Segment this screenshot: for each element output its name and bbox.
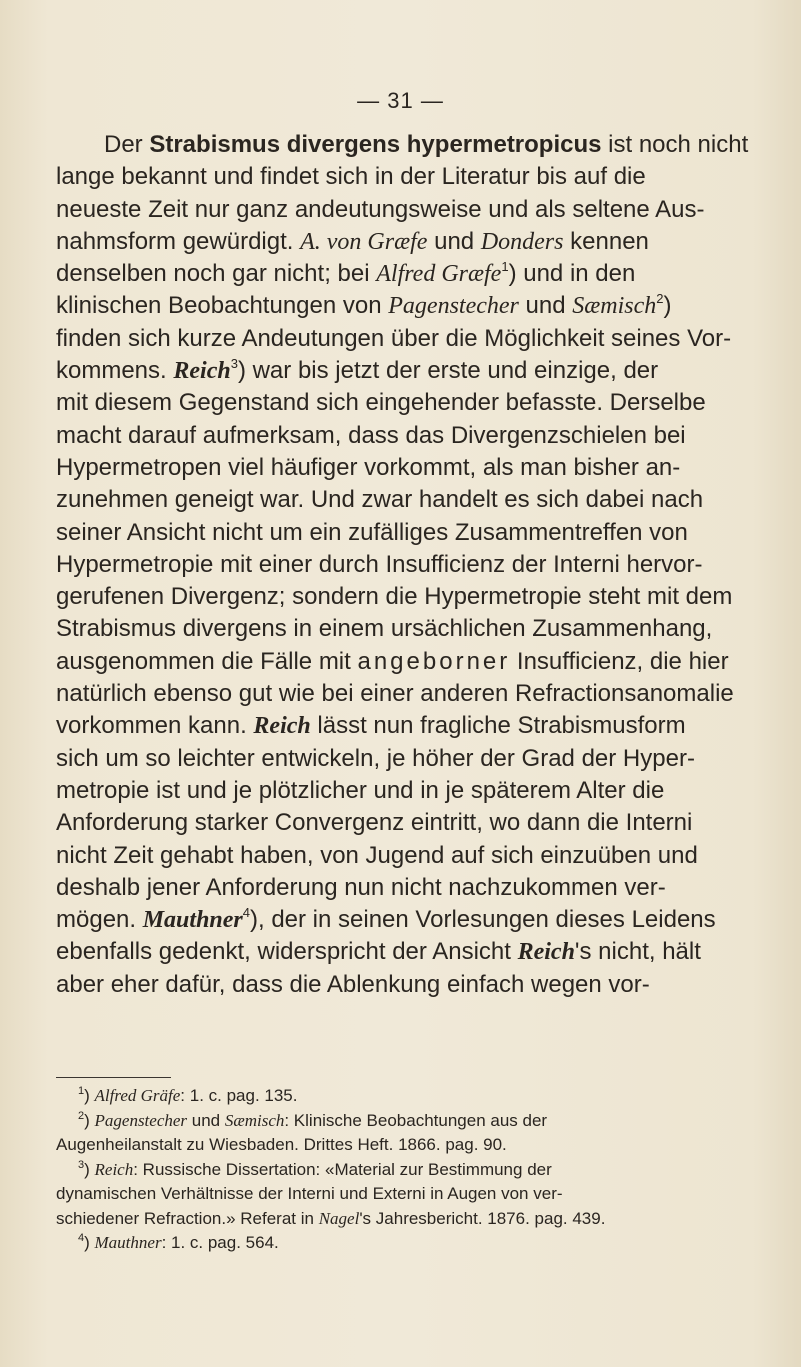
text-line (56, 355, 776, 387)
text: mögen. (56, 906, 143, 934)
author-name: Pagenstecher (94, 1110, 188, 1130)
text: : 1. c. pag. 564. (161, 1233, 279, 1252)
text: ) (663, 292, 672, 320)
text: ist noch nicht (601, 131, 749, 158)
footnote-ref: 1 (501, 259, 509, 275)
text: metropie ist und je plötzlicher und in je späterem Alter die (56, 776, 665, 804)
text-line (56, 517, 776, 549)
footnote-2 (56, 1109, 776, 1134)
text-line (56, 969, 776, 1001)
footnote-3-cont: dynamischen Verhältnisse der Interni und Externi in Augen von ver- (56, 1184, 563, 1203)
author-name: Alfred Gräfe (94, 1086, 181, 1105)
author-name: Mauthner (94, 1233, 162, 1252)
author-name: Sæmisch (572, 293, 657, 320)
text: neueste Zeit nur ganz andeutungsweise und als seltene Aus- (56, 195, 705, 223)
text: lässt nun fragliche Strabismusform (310, 712, 686, 740)
text: : Klinische Beobachtungen aus der (284, 1110, 548, 1130)
main-paragraph (56, 129, 776, 1001)
text: und (187, 1110, 225, 1130)
text-line (56, 581, 776, 613)
text: ) war bis jetzt der erste und einzige, der (237, 357, 659, 385)
text: ) (84, 1159, 95, 1179)
footnote-3-cont (56, 1207, 776, 1232)
author-name: Reich (94, 1159, 134, 1179)
text: 's Jahresbericht. 1876. pag. 439. (359, 1208, 606, 1228)
text: finden sich kurze Andeutungen über die Möglichkeit seines Vor- (56, 324, 732, 352)
text: ausgenommen die Fälle mit (56, 647, 358, 675)
author-name: Alfred Græfe (376, 261, 502, 288)
footnote-mark: 3 (78, 1158, 85, 1171)
text-line (56, 678, 776, 710)
text: gerufenen Divergenz; sondern die Hypermetropie steht mit dem (56, 583, 733, 611)
author-name: Mauthner (142, 907, 243, 934)
text: nahmsform gewürdigt. (56, 227, 301, 255)
text: ) (84, 1110, 95, 1130)
text: Hypermetropie mit einer durch Insufficienz der Interni hervor- (56, 550, 703, 578)
footnote-mark: 4 (78, 1232, 85, 1244)
text-line (56, 936, 776, 968)
footnote-ref: 4 (242, 905, 250, 921)
text: : 1. c. pag. 135. (180, 1086, 298, 1105)
footnote-mark: 1 (78, 1085, 85, 1097)
text-line (56, 387, 776, 419)
page-number: — 31 — (357, 88, 444, 113)
text: Der (104, 131, 150, 158)
footnote-4 (56, 1231, 776, 1256)
text-line (56, 710, 776, 742)
text: 's nicht, hält (574, 938, 701, 966)
author-name: Nagel (318, 1208, 360, 1228)
text-line (56, 646, 776, 678)
text: ), der in seinen Vorlesungen dieses Leidens (250, 906, 716, 934)
text: vorkommen kann. (56, 712, 254, 740)
text-line (56, 872, 776, 904)
line-segment (104, 129, 748, 161)
text: mit diesem Gegenstand sich eingehender befasste. Derselbe (56, 389, 706, 417)
text: macht darauf aufmerksam, dass das Divergenzschielen bei (56, 421, 686, 449)
text: kennen (563, 227, 649, 255)
text-line (56, 904, 776, 936)
text: nicht Zeit gehabt haben, von Jugend auf sich einzuüben und (56, 841, 698, 869)
text: klinischen Beobachtungen von (56, 292, 389, 320)
text: zunehmen geneigt war. Und zwar handelt es sich dabei nach (56, 486, 704, 514)
footnote-ref: 3 (230, 356, 238, 372)
footnotes (56, 1084, 776, 1256)
text-line (56, 452, 776, 484)
footnote-2-cont: Augenheilanstalt zu Wiesbaden. Drittes Heft. 1866. pag. 90. (56, 1135, 507, 1154)
text-line (56, 161, 776, 193)
text-line (56, 549, 776, 581)
text: natürlich ebenso gut wie bei einer anderen Refractionsanomalie (56, 680, 734, 708)
text: ) und in den (508, 260, 636, 288)
text-line (56, 420, 776, 452)
author-name: Reich (173, 358, 231, 385)
bold-term: Strabismus divergens hypermetropicus (149, 131, 602, 158)
text: und (518, 292, 573, 320)
author-name: Reich (253, 713, 311, 740)
text-line (56, 775, 776, 807)
text-line (56, 258, 776, 290)
text-line (56, 194, 776, 226)
text-line (56, 129, 776, 161)
author-name: A. von Græfe (300, 228, 428, 255)
text-line (56, 290, 776, 322)
author-name: Sæmisch (224, 1110, 285, 1130)
text-line (56, 323, 776, 355)
footnote-1 (56, 1084, 776, 1109)
text: ) (84, 1086, 95, 1105)
text: seiner Ansicht nicht um ein zufälliges Zusammentreffen von (56, 518, 688, 546)
text-line (56, 840, 776, 872)
text: Hypermetropen viel häufiger vorkommt, als man bisher an- (56, 453, 681, 481)
text: Anforderung starker Convergenz eintritt, wo dann die Interni (56, 809, 693, 837)
text: lange bekannt und findet sich in der Literatur bis auf die (56, 163, 646, 191)
text: und (427, 227, 481, 255)
text: Strabismus divergens in einem ursächlichen Zusammenhang, (56, 615, 713, 643)
author-name: Pagenstecher (388, 293, 519, 320)
text: ) (84, 1233, 95, 1252)
text: aber eher dafür, dass die Ablenkung einfach wegen vor- (56, 970, 650, 998)
text: Insufficienz, die hier (510, 647, 729, 675)
text: ebenfalls gedenkt, widerspricht der Ansicht (56, 938, 518, 966)
text: denselben noch gar nicht; bei (56, 260, 377, 288)
text: kommens. (56, 357, 174, 385)
text-line (56, 613, 776, 645)
text: sich um so leichter entwickeln, je höher der Grad der Hyper- (56, 744, 695, 772)
footnote-divider (56, 1077, 171, 1078)
footnote-ref: 2 (656, 291, 664, 307)
text-line (56, 484, 776, 516)
footnote-mark: 2 (78, 1109, 85, 1122)
text: deshalb jener Anforderung nun nicht nachzukommen ver- (56, 873, 666, 901)
author-name: Donders (480, 228, 564, 255)
spaced-emphasis: angeborner (357, 647, 511, 675)
author-name: Reich (517, 939, 575, 966)
text-line (56, 226, 776, 258)
text: : Russische Dissertation: «Material zur Bestimmung der (133, 1159, 552, 1179)
text-line (56, 807, 776, 839)
footnote-3 (56, 1158, 776, 1183)
text-line (56, 743, 776, 775)
text: schiedener Refraction.» Referat in (56, 1208, 319, 1228)
